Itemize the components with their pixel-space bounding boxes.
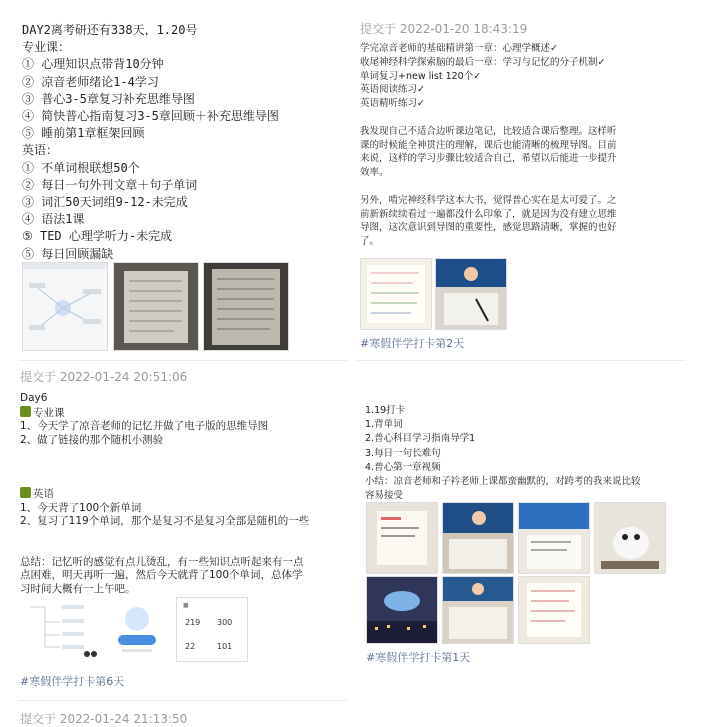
post-1-line: DAY2离考研还有338天，1.20号 bbox=[22, 23, 198, 37]
post-3-summary-line: 点困难，明天再听一遍，然后今天就背了100个单词，总体学 bbox=[20, 569, 303, 581]
post-5-timestamp: 提交于 2022-01-24 21:13:50 bbox=[20, 712, 188, 726]
post-1-line: ⑤ 睡前第1章框架回顾 bbox=[22, 126, 145, 141]
post-3-summary-line: 总结：记忆听的感觉有点儿烫乱，有一些知识点听起来有一点 bbox=[20, 555, 304, 568]
post-2-line: 了。 bbox=[360, 236, 380, 248]
post-2-tag[interactable]: #寒假伴学打卡第2天 bbox=[360, 337, 465, 350]
stat-value-4: 101 bbox=[217, 642, 233, 651]
post-3-image-2[interactable] bbox=[104, 597, 170, 660]
post-3-line: 1、今天背了100个新单词 bbox=[20, 501, 142, 514]
post-1-line: ③ 普心3-5章复习补充思维导图 bbox=[22, 91, 195, 106]
post-1-line: 英语： bbox=[22, 143, 59, 158]
stat-value-3: 22 bbox=[185, 642, 196, 651]
divider bbox=[18, 700, 348, 701]
post-2-line: 学完凉音老师的基础精讲第一章：心理学概述✓ bbox=[360, 43, 558, 54]
post-2-line: 效率。 bbox=[360, 167, 389, 179]
post-1-line: ④ 简快普心指南复习3-5章回顾＋补充思维导图 bbox=[22, 109, 279, 124]
post-4-line: 小结：凉音老师和子衿老师上课都蛮幽默的，对跨考的我来说比较 bbox=[365, 476, 641, 488]
post-2-line: 英语阅读练习✓ bbox=[360, 84, 425, 96]
post-4-image-7[interactable] bbox=[518, 576, 590, 644]
post-4-image-6[interactable] bbox=[442, 576, 514, 644]
post-4-line: 容易接受 bbox=[365, 490, 404, 502]
post-2-line bbox=[360, 180, 690, 194]
post-3-title: Day6 bbox=[20, 392, 48, 404]
post-2-line: 另外，啃完神经科学这本大书，觉得普心实在是太可爱了。之 bbox=[360, 194, 617, 206]
post-1-image-1[interactable] bbox=[22, 262, 108, 351]
post-2-image-2[interactable] bbox=[435, 258, 507, 330]
post-1-image-3[interactable] bbox=[203, 262, 289, 351]
post-2-line bbox=[360, 111, 690, 125]
post-1-image-2[interactable] bbox=[113, 262, 199, 351]
post-4-line: 2.普心科目学习指南导学1 bbox=[365, 433, 476, 445]
book-icon bbox=[20, 487, 31, 498]
post-2-line: 课的时候能全神贯注的理解，课后也能清晰的梳理导图。目前 bbox=[360, 139, 617, 151]
post-1-line: ② 每日一句外刊文章＋句子单词 bbox=[22, 177, 198, 192]
post-2-line: 单词复习+new list 120个✓ bbox=[360, 70, 482, 82]
stat-value-1: 219 bbox=[185, 618, 201, 627]
post-3-line: 1、今天学了凉音老师的记忆并做了电子版的思维导图 bbox=[20, 420, 269, 432]
post-4-line: 3.每日一句长难句 bbox=[365, 447, 441, 459]
post-4-image-5[interactable] bbox=[366, 576, 438, 644]
post-4-image-3[interactable] bbox=[518, 502, 590, 574]
post-4-image-4[interactable] bbox=[594, 502, 666, 574]
post-1-line: ① 心理知识点带背10分钟 bbox=[22, 57, 164, 72]
post-2-timestamp: 提交于 2022-01-20 18:43:19 bbox=[360, 22, 528, 36]
post-4-image-2[interactable] bbox=[442, 502, 514, 574]
post-2-line: 英语精听练习✓ bbox=[360, 98, 425, 110]
post-1-line: ① 不单词根联想50个 bbox=[22, 160, 140, 175]
divider bbox=[18, 360, 348, 361]
post-1-line: ③ 词汇50天词组9-12-未完成 bbox=[22, 195, 188, 210]
post-2-line: 来说，这样的学习步骤比较适合自己，希望以后能进一步提升 bbox=[360, 153, 617, 165]
post-1-line: ⑤ 每日回顾漏缺 bbox=[22, 246, 114, 261]
post-2-line: 收尾神经科学探索脑的最后一章：学习与记忆的分子机制✓ bbox=[360, 56, 606, 68]
post-4 bbox=[365, 404, 695, 503]
post-3-line: 2、做了链接的那个随机小测验 bbox=[20, 433, 164, 446]
divider bbox=[356, 360, 686, 361]
post-1 bbox=[22, 22, 352, 263]
post-3-timestamp: 提交于 2022-01-24 20:51:06 bbox=[20, 370, 188, 384]
post-4-line: 4.普心第一章视频 bbox=[365, 461, 441, 473]
post-3-summary-line: 习时间大概有一上午吧。 bbox=[20, 582, 136, 595]
post-1-line: ④ 语法1课 bbox=[22, 212, 85, 227]
post-2 bbox=[360, 42, 690, 249]
post-4-line: 1.19打卡 bbox=[365, 405, 406, 416]
post-3-line: 2、复习了119个单词，那个是复习不是复习全部是随机的一些 bbox=[20, 515, 310, 527]
post-2-line: 前新新续续看过一遍都没什么印象了，就是因为没有建立思维 bbox=[360, 208, 617, 220]
post-2-line: 我发现自己不适合边听课边笔记，比较适合课后整理。这样听 bbox=[360, 125, 617, 137]
book-icon bbox=[20, 406, 31, 417]
post-3 bbox=[20, 392, 350, 596]
post-1-line: ② 凉音老师绪论1-4学习 bbox=[22, 74, 159, 89]
post-3-tag[interactable]: #寒假伴学打卡第6天 bbox=[20, 675, 125, 688]
stat-value-2: 300 bbox=[217, 618, 233, 627]
post-2-image-1[interactable] bbox=[360, 258, 432, 330]
post-3-section-2: 英语 bbox=[33, 488, 54, 500]
post-1-line: 专业课： bbox=[22, 40, 71, 55]
post-3-section-1: 专业课 bbox=[33, 406, 65, 419]
post-3-stats-card[interactable]: ■ 219 300 22 101 bbox=[176, 597, 248, 662]
post-1-line: ⑤ TED 心理学听力-未完成 bbox=[22, 229, 173, 244]
post-2-line: 导图，这次意识到导图的重要性，感觉思路清晰，掌握的也好 bbox=[360, 222, 617, 234]
post-4-image-1[interactable] bbox=[366, 502, 438, 574]
post-4-tag[interactable]: #寒假伴学打卡第1天 bbox=[366, 651, 471, 664]
post-4-line: 1.背单词 bbox=[365, 419, 403, 431]
post-3-image-1[interactable] bbox=[20, 597, 100, 660]
